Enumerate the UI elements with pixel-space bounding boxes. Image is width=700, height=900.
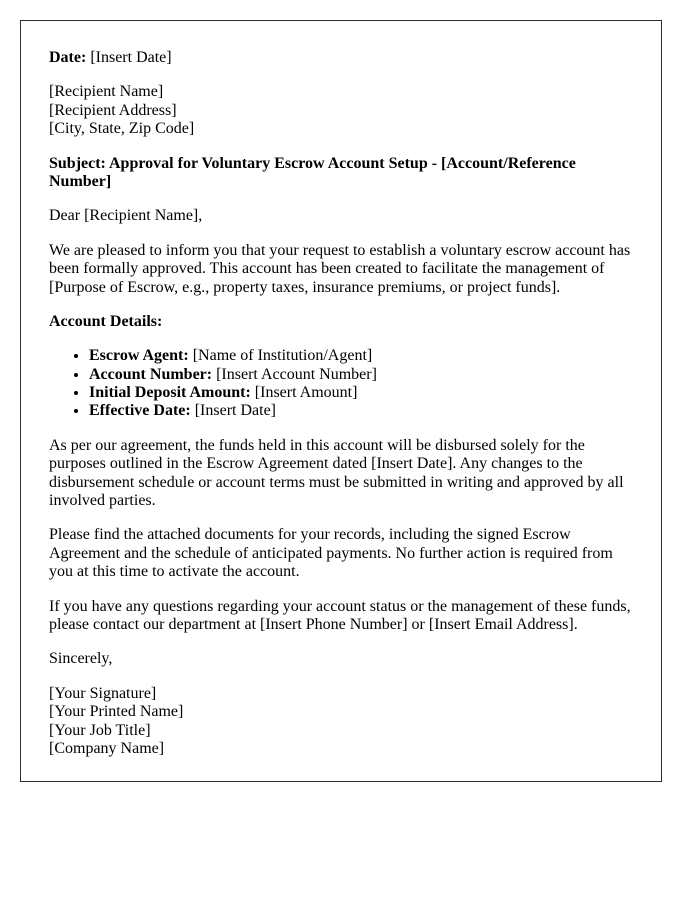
job-title-line: [Your Job Title]: [49, 721, 151, 739]
signature-line: [Your Signature]: [49, 684, 157, 702]
list-item-label: Initial Deposit Amount:: [89, 384, 251, 402]
list-item-value: [Insert Account Number]: [216, 365, 377, 383]
signature-block: [49, 685, 633, 759]
list-item-effective-date: [89, 402, 633, 420]
company-name-line: [Company Name]: [49, 739, 165, 757]
contact-paragraph: If you have any questions regarding your account status or the management of these funds, please contact our department at [Insert Phone Number] or [Insert Email Address].: [49, 597, 631, 633]
attachments-paragraph: Please find the attached documents for your records, including the signed Escrow Agreement and the schedule of anticipated payments. No further action is required from you at this time to activate the account.: [49, 526, 613, 581]
letter-document: [20, 20, 662, 782]
list-item-escrow-agent: [89, 347, 633, 365]
printed-name-line: [Your Printed Name]: [49, 703, 184, 721]
list-item-label: Effective Date:: [89, 402, 191, 420]
account-details-list: [49, 347, 633, 421]
list-item-value: [Name of Institution/Agent]: [192, 347, 373, 365]
date-line: [49, 49, 633, 67]
list-item-value: [Insert Date]: [194, 402, 277, 420]
recipient-city-state-zip: [City, State, Zip Code]: [49, 120, 195, 138]
salutation: Dear [Recipient Name],: [49, 207, 203, 225]
list-item-label: Escrow Agent:: [89, 347, 189, 365]
subject-line: Subject: Approval for Voluntary Escrow Account Setup - [Account/Reference Number]: [49, 154, 576, 190]
recipient-block: [49, 83, 633, 138]
closing: Sincerely,: [49, 650, 113, 668]
disbursement-paragraph: As per our agreement, the funds held in this account will be disbursed solely for the purposes outlined in the Escrow Agreement dated [Insert Date]. Any changes to the disbursement schedule or account terms must be submitted in writing and approved by all involved parties.: [49, 436, 624, 510]
date-label: Date:: [49, 49, 87, 66]
list-item-label: Account Number:: [89, 365, 213, 383]
list-item-initial-deposit: [89, 384, 633, 402]
account-details-heading: Account Details:: [49, 312, 163, 330]
intro-paragraph: We are pleased to inform you that your request to establish a voluntary escrow account has been formally approved. This account has been created to facilitate the management of [Purpose of Escrow, e.g., property taxes, insurance premiums, or project funds].: [49, 241, 631, 296]
list-item-value: [Insert Amount]: [254, 384, 358, 402]
list-item-account-number: [89, 366, 633, 384]
recipient-address: [Recipient Address]: [49, 101, 177, 119]
recipient-name: [Recipient Name]: [49, 83, 164, 101]
date-value: [Insert Date]: [90, 49, 172, 66]
